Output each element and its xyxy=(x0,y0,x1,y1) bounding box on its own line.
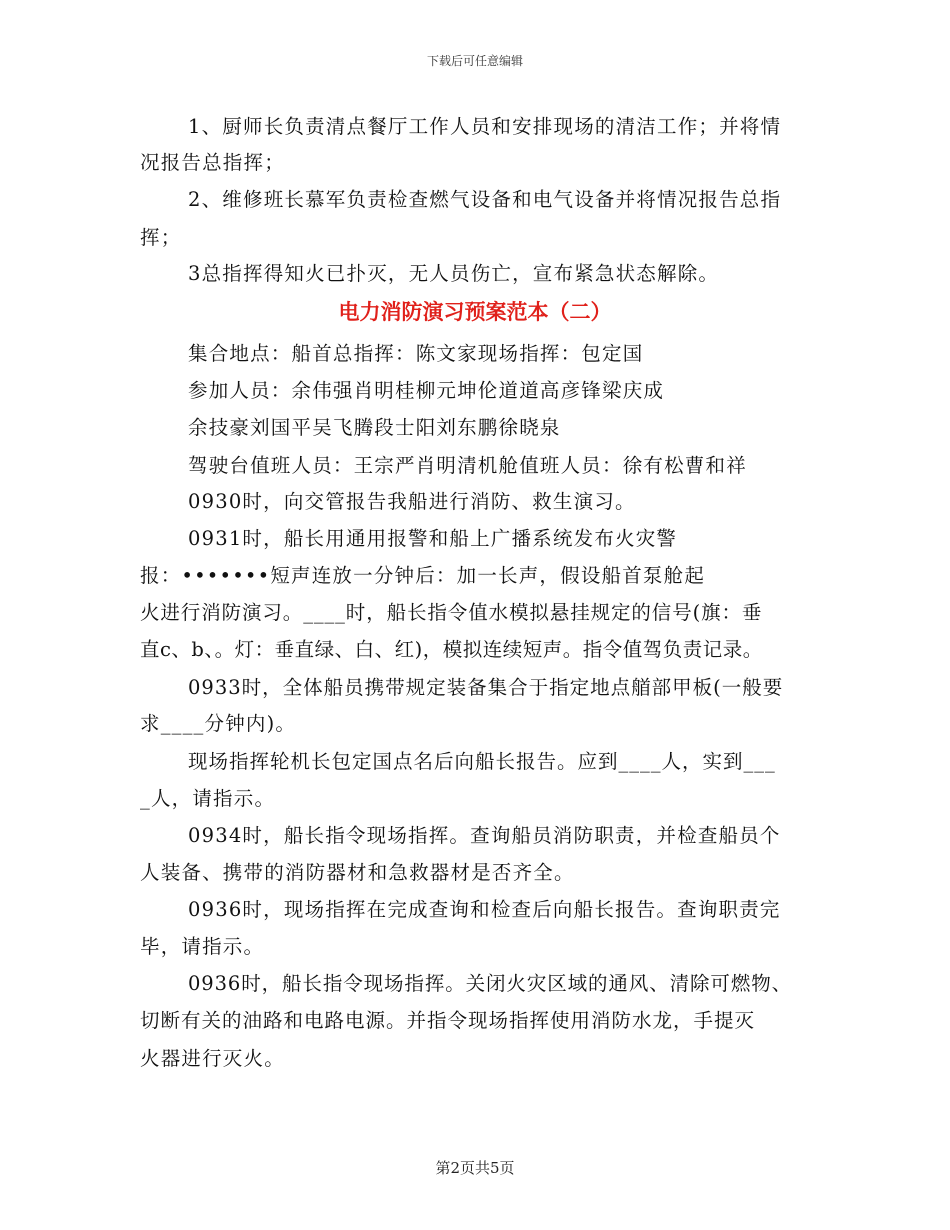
paragraph-line: 况报告总指挥； xyxy=(140,151,285,174)
paragraph-line: 报：•••••••短声连放一分钟后：加一长声，假设船首泵舱起 xyxy=(140,564,706,587)
section-title: 电力消防演习预案范本（二） xyxy=(338,299,612,324)
paragraph-line: 参加人员：余伟强肖明桂柳元坤伦道道高彦锋梁庆成 xyxy=(188,379,665,402)
paragraph-line: 2、维修班长慕军负责检查燃气设备和电气设备并将情况报告总指 xyxy=(188,188,782,211)
paragraph-line: 0934时，船长指令现场指挥。查询船员消防职责，并检查船员个 xyxy=(188,824,781,847)
paragraph-line: 集合地点：船首总指挥：陈文家现场指挥：包定国 xyxy=(188,342,644,365)
paragraph-line: 求____分钟内)。 xyxy=(140,712,297,735)
paragraph-line: 人装备、携带的消防器材和急救器材是否齐全。 xyxy=(140,861,575,884)
paragraph-line: 余技豪刘国平吴飞腾段士阳刘东鹏徐晓泉 xyxy=(188,416,561,439)
paragraph-line: 挥； xyxy=(140,226,182,249)
paragraph-line: 毕，请指示。 xyxy=(140,935,265,958)
paragraph-line: 0931时，船长用通用报警和船上广播系统发布火灾警 xyxy=(188,527,678,550)
paragraph-line: 0933时，全体船员携带规定装备集合于指定地点艏部甲板(一般要 xyxy=(188,676,784,699)
page-footer: 第2页共5页 xyxy=(435,1159,515,1177)
paragraph-line: 火进行消防演习。____时，船长指令值水模拟悬挂规定的信号(旗：垂 xyxy=(140,601,763,624)
paragraph-line: 0930时，向交管报告我船进行消防、救生演习。 xyxy=(188,490,636,513)
paragraph-line: 切断有关的油路和电路电源。并指令现场指挥使用消防水龙，手提灭 xyxy=(140,1009,756,1032)
paragraph-line: 1、厨师长负责清点餐厅工作人员和安排现场的清洁工作；并将情 xyxy=(188,115,782,138)
paragraph-line: 直c、b、。灯：垂直绿、白、红)，模拟连续短声。指令值驾负责记录。 xyxy=(140,638,763,661)
paragraph-line: _人，请指示。 xyxy=(140,787,276,810)
paragraph-line: 现场指挥轮机长包定国点名后向船长报告。应到____人，实到___ xyxy=(188,750,776,773)
paragraph-line: 0936时，现场指挥在完成查询和检查后向船长报告。查询职责完 xyxy=(188,898,781,921)
paragraph-line: 0936时，船长指令现场指挥。关闭火灾区域的通风、清除可燃物、 xyxy=(188,972,793,995)
paragraph-line: 3总指挥得知火已扑灭，无人员伤亡，宣布紧急状态解除。 xyxy=(188,262,720,285)
paragraph-line: 驾驶台值班人员：王宗严肖明清机舱值班人员：徐有松曹和祥 xyxy=(188,454,747,477)
page-header: 下载后可任意编辑 xyxy=(426,54,523,68)
paragraph-line: 火器进行灭火。 xyxy=(140,1047,285,1070)
